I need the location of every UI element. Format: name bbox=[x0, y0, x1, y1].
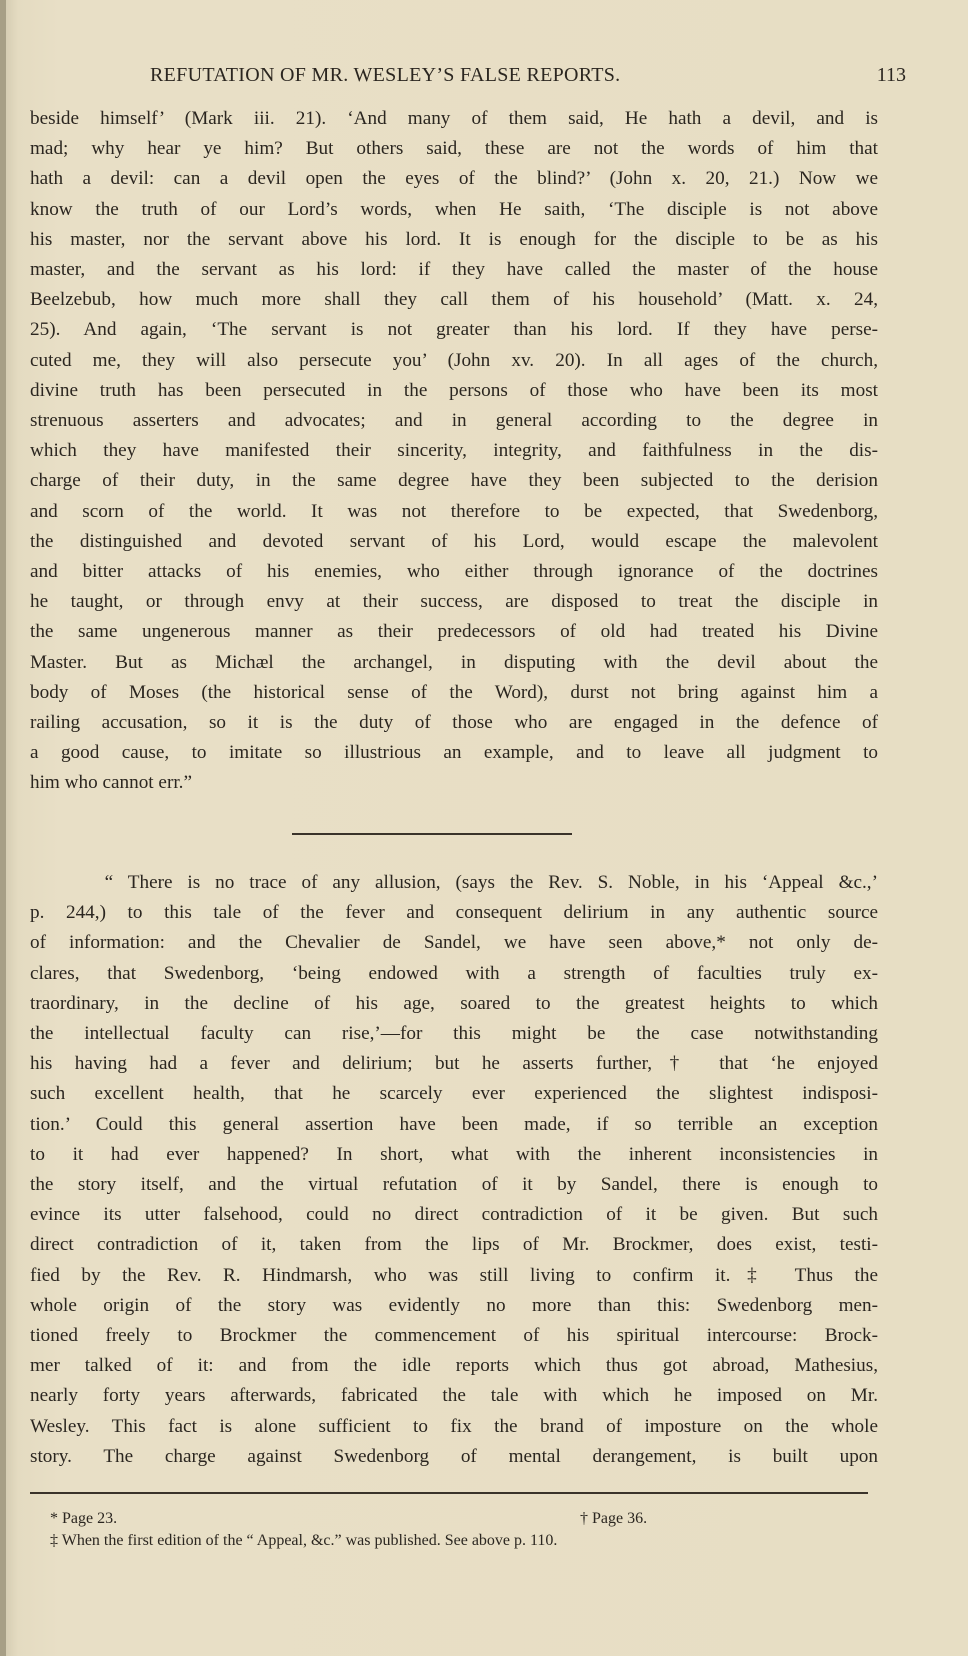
text-line: tion.’ Could this general assertion have been made, if so terrible an exception bbox=[30, 1113, 878, 1135]
text-line: his master, nor the servant above his lord. It is enough for the disciple to be as his bbox=[30, 228, 878, 250]
text-line: he taught, or through envy at their success, are disposed to treat the disciple in bbox=[30, 591, 878, 613]
text-line: mad; why hear ye him? But others said, these are not the words of him that bbox=[30, 138, 878, 160]
text-line: the same ungenerous manner as their predecessors of old had treated his Divine bbox=[30, 621, 878, 643]
paragraph-2 bbox=[30, 868, 878, 1472]
text-line: p. 244,) to this tale of the fever and consequent delirium in any authentic source bbox=[30, 902, 878, 924]
text-line: of information: and the Chevalier de Sandel, we have seen above,* not only de- bbox=[30, 932, 878, 954]
paragraph-1 bbox=[30, 104, 878, 799]
text-line: a good cause, to imitate so illustrious an example, and to leave all judgment to bbox=[30, 742, 878, 764]
text-line: master, and the servant as his lord: if they have called the master of the house bbox=[30, 259, 878, 281]
section-divider bbox=[292, 833, 572, 835]
footnotes bbox=[50, 1508, 880, 1552]
text-line: mer talked of it: and from the idle reports which thus got abroad, Mathesius, bbox=[30, 1355, 878, 1377]
footnote-row-1 bbox=[50, 1508, 880, 1530]
text-line: fied by the Rev. R. Hindmarsh, who was still living to confirm it.‡ Thus the bbox=[30, 1264, 878, 1286]
text-line: strenuous asserters and advocates; and in general according to the degree in bbox=[30, 410, 878, 432]
footnote-rule bbox=[30, 1492, 868, 1494]
text-line: body of Moses (the historical sense of the Word), durst not bring against him a bbox=[30, 681, 878, 703]
text-line: tioned freely to Brockmer the commencement of his spiritual intercourse: Brock- bbox=[30, 1325, 878, 1347]
text-line: divine truth has been persecuted in the persons of those who have been its most bbox=[30, 379, 878, 401]
text-line: the distinguished and devoted servant of his Lord, would escape the malevolent bbox=[30, 530, 878, 552]
footnote-2: † Page 36. bbox=[580, 1510, 648, 1527]
text-line: the story itself, and the virtual refutation of it by Sandel, there is enough to bbox=[30, 1174, 878, 1196]
text-line: his having had a fever and delirium; but he asserts further,† that ‘he enjoyed bbox=[30, 1053, 878, 1075]
text-line: story. The charge against Swedenborg of mental derangement, is built upon bbox=[30, 1445, 878, 1467]
text-line: to it had ever happened? In short, what with the inherent inconsistencies in bbox=[30, 1143, 878, 1165]
text-line: and bitter attacks of his enemies, who either through ignorance of the doctrines bbox=[30, 561, 878, 583]
text-line: know the truth of our Lord’s words, when He saith, ‘The disciple is not above bbox=[30, 198, 878, 220]
text-line: Master. But as Michæl the archangel, in disputing with the devil about the bbox=[30, 651, 878, 673]
text-line: Beelzebub, how much more shall they call them of his household’ (Matt. x. 24, bbox=[30, 289, 878, 311]
footnote-3: ‡ When the first edition of the “ Appeal, &c.” was published. See above p. 110. bbox=[50, 1532, 558, 1549]
text-line: such excellent health, that he scarcely ever experienced the slightest indisposi- bbox=[30, 1083, 878, 1105]
text-line: “ There is no trace of any allusion, (says the Rev. S. Noble, in his ‘Appeal &c.,’ bbox=[30, 872, 878, 893]
running-head: REFUTATION OF MR. WESLEY’S FALSE REPORTS. bbox=[150, 64, 621, 86]
page-header bbox=[30, 62, 906, 94]
text-line: hath a devil: can a devil open the eyes of the blind?’ (John x. 20, 21.) Now we bbox=[30, 168, 878, 190]
text-line: charge of their duty, in the same degree have they been subjected to the derision bbox=[30, 470, 878, 492]
footnote-1: * Page 23. bbox=[50, 1510, 118, 1527]
text-line: railing accusation, so it is the duty of those who are engaged in the defence of bbox=[30, 712, 878, 734]
text-line: cuted me, they will also persecute you’ (John xv. 20). In all ages of the church, bbox=[30, 349, 878, 371]
text-line: traordinary, in the decline of his age, soared to the greatest heights to which bbox=[30, 992, 878, 1014]
text-line: direct contradiction of it, taken from the lips of Mr. Brockmer, does exist, testi- bbox=[30, 1234, 878, 1256]
page-edge-shadow bbox=[0, 0, 6, 1656]
text-line: clares, that Swedenborg, ‘being endowed with a strength of faculties truly ex- bbox=[30, 962, 878, 984]
text-line: whole origin of the story was evidently no more than this: Swedenborg men- bbox=[30, 1294, 878, 1316]
footnote-row-2 bbox=[50, 1530, 880, 1552]
text-line: which they have manifested their sincerity, integrity, and faithfulness in the dis- bbox=[30, 440, 878, 462]
text-line: and scorn of the world. It was not therefore to be expected, that Swedenborg, bbox=[30, 500, 878, 522]
text-line: the intellectual faculty can rise,’—for this might be the case notwithstanding bbox=[30, 1023, 878, 1045]
page-number: 113 bbox=[876, 64, 906, 86]
text-line: evince its utter falsehood, could no direct contradiction of it be given. But such bbox=[30, 1204, 878, 1226]
text-line: nearly forty years afterwards, fabricated the tale with which he imposed on Mr. bbox=[30, 1385, 878, 1407]
text-line: Wesley. This fact is alone sufficient to fix the brand of imposture on the whole bbox=[30, 1415, 878, 1437]
text-line: him who cannot err.” bbox=[30, 772, 192, 794]
text-line: 25). And again, ‘The servant is not greater than his lord. If they have perse- bbox=[30, 319, 878, 341]
text-line: beside himself’ (Mark iii. 21). ‘And many of them said, He hath a devil, and is bbox=[30, 108, 878, 129]
